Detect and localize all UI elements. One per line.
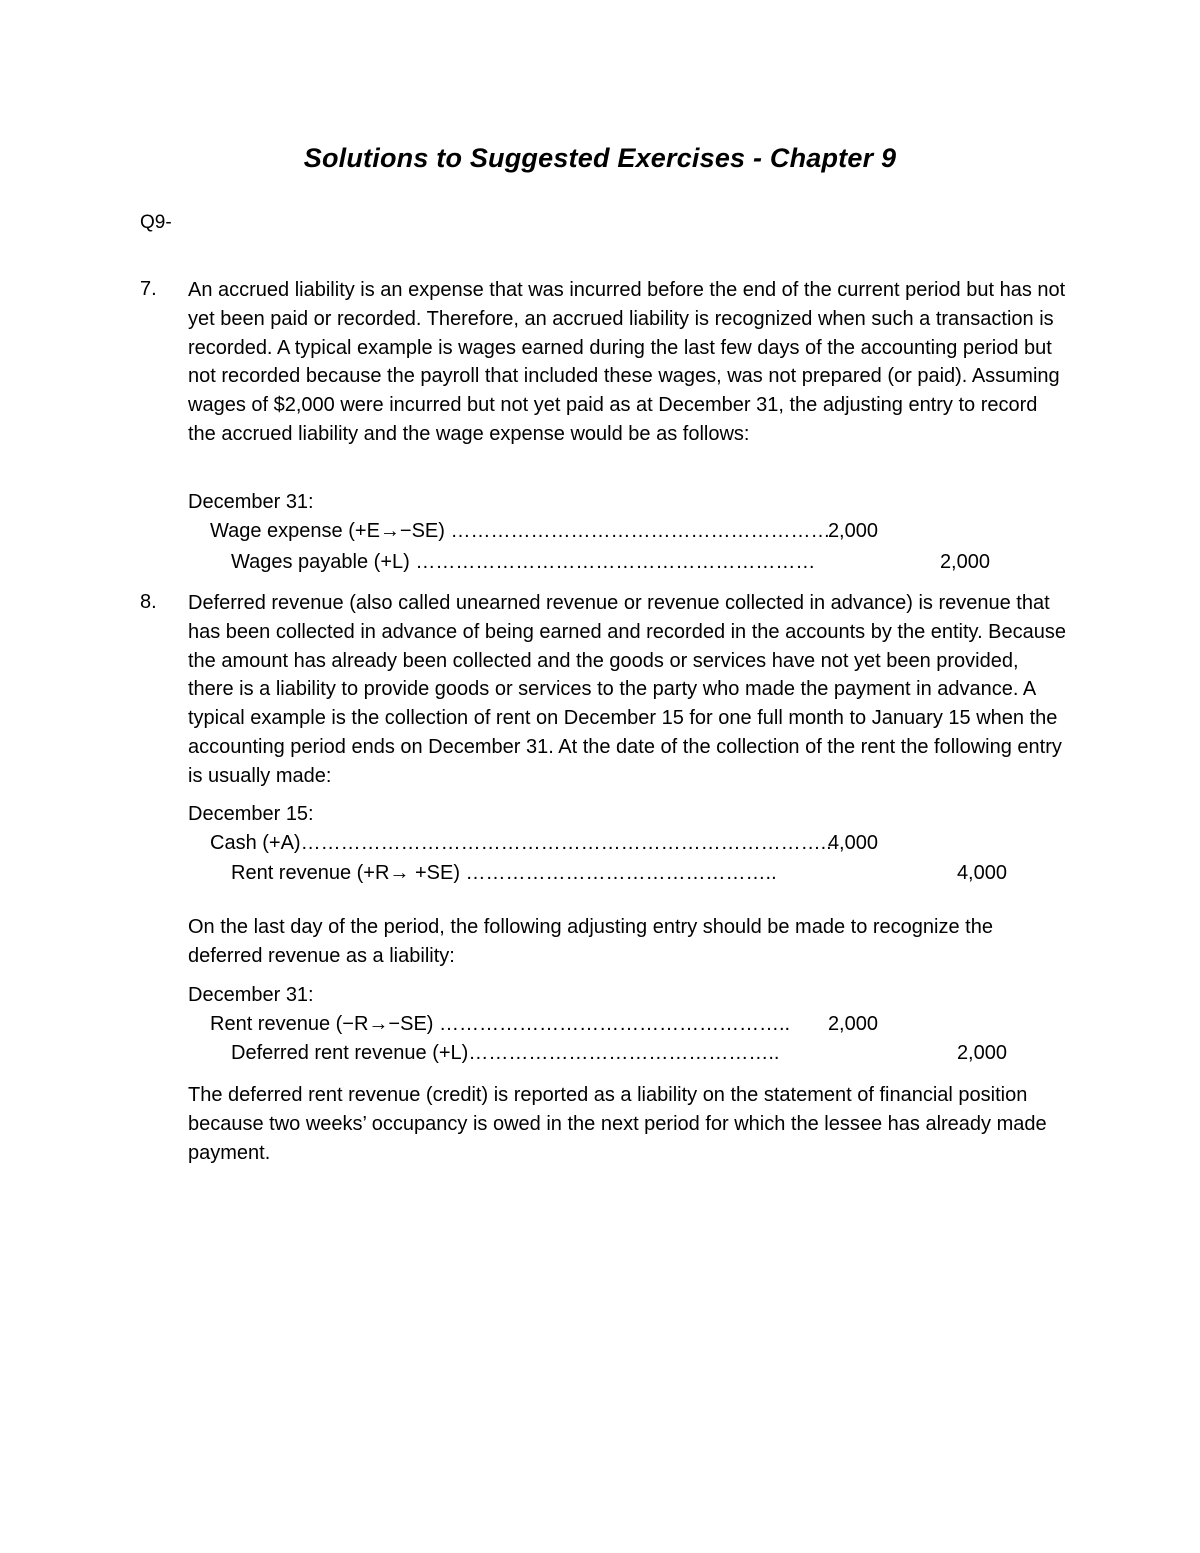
q7-debit-line: Wage expense (+E→−SE) ………………………………………………… <box>210 520 831 542</box>
q7-paragraph: An accrued liability is an expense that was incurred before the end of the current period but has not yet been paid or recorded. Therefore, an accrued liability is recognized when such a transaction is recorded. A typical example is wages earned during the last few days of the accounting period but not recorded because the payroll that included these wages, was not prepared (or paid). Assuming wages of $2,000 were incurred but not yet paid as at December 31, the adjusting entry to record the accrued liability and the wage expense would be as follows: <box>188 279 1066 445</box>
q8-entry1-debit-amount: 4,000 <box>827 832 878 854</box>
q8-entry1-credit-line: Rent revenue (+R→ +SE) ……………………………………….. <box>231 862 777 884</box>
q8-middle-paragraph: On the last day of the period, the following adjusting entry should be made to recognize the deferred revenue as a liability: <box>188 916 993 967</box>
q7-credit-line: Wages payable (+L) …………………………………………………… <box>231 551 816 573</box>
question-label: Q9- <box>140 212 172 233</box>
q8-entry2-credit-amount: 2,000 <box>956 1042 1007 1064</box>
q8-entry2-date: December 31: <box>188 984 314 1006</box>
q8-entry2-debit-line: Rent revenue (−R→−SE) …………………………………………….. <box>210 1013 791 1035</box>
document-title: Solutions to Suggested Exercises - Chapter 9 <box>303 143 897 173</box>
q8-entry2-debit-amount: 2,000 <box>827 1013 878 1035</box>
q7-credit-amount: 2,000 <box>939 551 990 573</box>
q8-entry2-credit-line: Deferred rent revenue (+L)……………………………………….. <box>231 1042 780 1064</box>
q7-debit-amount: 2,000 <box>827 520 878 542</box>
q8-paragraph: Deferred revenue (also called unearned revenue or revenue collected in advance) is revenue that has been collected in advance of being earned and recorded in the accounts by the entity. Because the amount has already been collected and the goods or services have not yet been provided, there is a liability to provide goods or services to the party who made the payment in advance. A typical example is the collection of rent on December 15 for one full month to January 15 when the accounting period ends on December 31. At the date of the collection of the rent the following entry is usually made: <box>188 592 1067 787</box>
item-number-8: 8. <box>140 591 157 613</box>
q8-entry1-credit-amount: 4,000 <box>956 862 1007 884</box>
item-number-7: 7. <box>140 278 157 300</box>
q8-entry1-debit-line: Cash (+A)…………………………………………………………………….. <box>210 832 832 854</box>
q8-entry1-date: December 15: <box>188 803 314 825</box>
q8-closing-paragraph: The deferred rent revenue (credit) is reported as a liability on the statement of financial position because two weeks’ occupancy is owed in the next period for which the lessee has already made payment. <box>188 1084 1047 1164</box>
q7-entry-date: December 31: <box>188 491 314 513</box>
